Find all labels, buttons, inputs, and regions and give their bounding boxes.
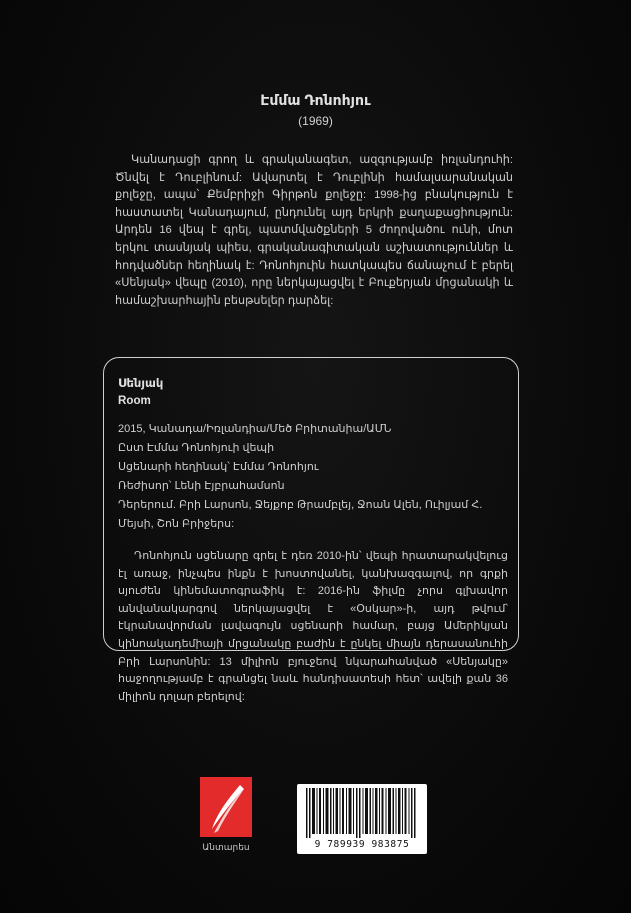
credit-line: Սցենարի հեղինակ՝ Էմմա Դոնոհյու <box>118 461 319 473</box>
credit-line: Մեյսի, Շոն Բրիջերս: <box>118 518 235 530</box>
author-name: Էմմա Դոնոհյու <box>260 92 371 108</box>
film-description-text: Դոնոհյուն սցենարը գրել է դեռ 2010-ին՝ վեպի հրատարակվելուց էլ առաջ, ինչպես ինքն է խոստովանել, կանխազգալով, որ գրքի սյուժեն կինեմատոգրաֆիկ է: 2016-ին ֆիլմը չորս գլխավոր անվանակարգով ներկայացվել է «Օսկար»-ի, այդ թվում՝ էկրանավորման լավագույն սցենարի համար, բայց Ամերիկյան կինոակադեմիայի մրցանակը բաժին է ընկել միայն դերասանուհի Բրի Լարսոնին: 13 միլիոն բյուջեով նկարահանված «Սենյակը» հաջողությամբ է գրանցել նաև հանդիսատեսի հետ՝ ավելի քան 36 միլիոն դոլար բերելով: <box>118 550 508 703</box>
film-title-armenian: Սենյակ <box>118 377 164 390</box>
credit-line: Ըստ Էմմա Դոնոհյուի վեպի <box>118 442 275 454</box>
publisher-logo <box>200 777 252 837</box>
publisher-name: Անտարես <box>202 842 250 852</box>
film-description <box>118 548 508 706</box>
credit-line: Դերերում. Բրի Լարսոն, Ջեյքոբ Թրամբլեյ, Ջոան Ալեն, Ուիլյամ Հ. <box>118 499 483 511</box>
isbn-number: 9 789939 983875 <box>314 839 410 850</box>
film-title-english: Room <box>118 394 151 407</box>
credit-line: 2015, Կանադա/Իռլանդիա/Մեծ Բրիտանիա/ԱՄՆ <box>118 423 392 435</box>
film-title-block <box>118 375 163 409</box>
film-credits <box>118 420 508 534</box>
credit-line: Ռեժիսոր՝ Լենի Էյբրահամսոն <box>118 480 285 492</box>
barcode-bars <box>304 788 420 838</box>
biography-text: Կանադացի գրող և գրականագետ, ազգությամբ իռլանդուհի: Ծնվել է Դուբլինում: Ավարտել է Դուբլինի համալսարանական քոլեջը, ապա՝ Քեմբրիջի Գիրթոն քոլեջը: 1998-ից բնակություն է հաստատել Կանադայում, ընդունել այդ երկրի քաղաքացիություն: Արդեն 16 վեպ է գրել, պատմվածքների 5 ժողովածու ունի, մոտ երկու տասնյակ պիես, գրականագիտական աշխատություններ և հոդվածներ հեղինակ է: Դոնոհյուին հատկապես ճանաչում է բերել «Սենյակ» վեպը (2010), որը ներկայացվել է Բուքերյան մրցանակի և համաշխարհային բեսթսելեր դարձել: <box>115 154 513 307</box>
barcode <box>297 784 427 854</box>
author-years: (1969) <box>298 114 333 128</box>
author-biography <box>115 152 513 310</box>
quill-icon <box>200 777 252 837</box>
